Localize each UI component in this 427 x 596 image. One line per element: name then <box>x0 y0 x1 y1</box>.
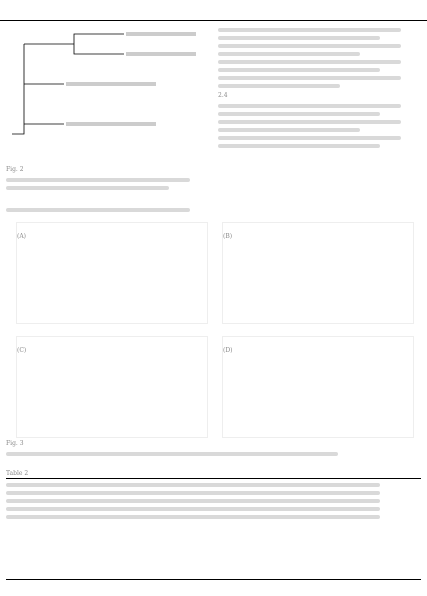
table2-label: Table 2 <box>6 470 29 477</box>
body-right <box>218 24 421 152</box>
panel-a <box>16 222 208 324</box>
page-header <box>0 0 427 21</box>
panel-a-label: (A) <box>17 233 27 240</box>
fig2-caption <box>6 166 210 194</box>
section-label: 2.4 <box>218 92 228 99</box>
phylogenetic-tree <box>4 24 208 162</box>
fig3-caption <box>6 440 421 460</box>
panel-b-label: (B) <box>223 233 233 240</box>
fig2-en-label: Fig. 2 <box>6 166 24 173</box>
body-left <box>6 204 210 216</box>
panel-c-label: (C) <box>17 347 27 354</box>
panel-b <box>222 222 414 324</box>
table-2 <box>6 470 421 592</box>
panel-c <box>16 336 208 438</box>
panel-d <box>222 336 414 438</box>
panel-d-label: (D) <box>223 347 233 354</box>
fig3-en-label: Fig. 3 <box>6 440 24 447</box>
